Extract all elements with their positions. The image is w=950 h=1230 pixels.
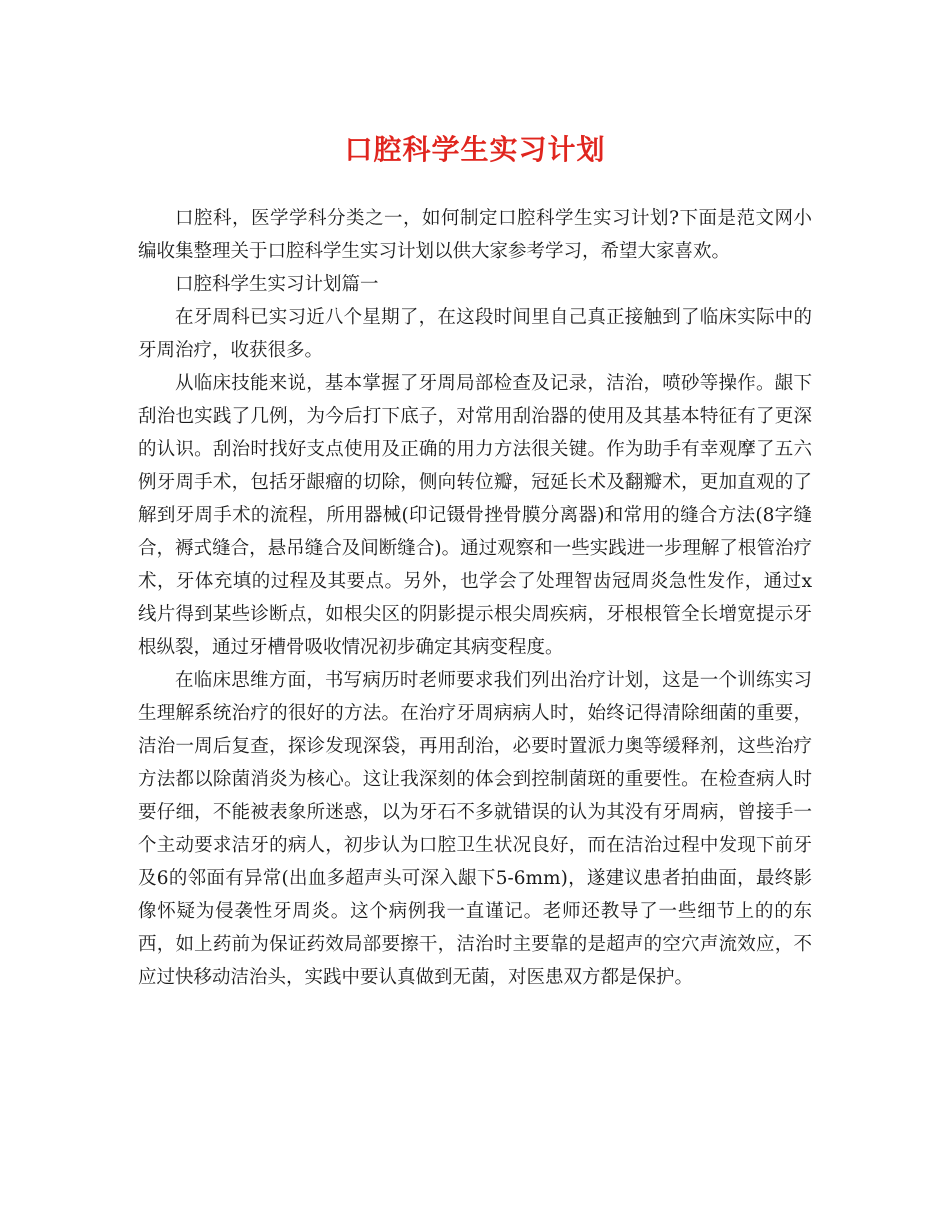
paragraph-clinical-skills: 从临床技能来说，基本掌握了牙周局部检查及记录，洁治，喷砂等操作。龈下刮治也实践了几例，为今后打下底子，对常用刮治器的使用及其基本特征有了更深的认识。刮治时找好支点使用及正确的用力方法很关键。作为助手有幸观摩了五六例牙周手术，包括牙龈瘤的切除，侧向转位瓣，冠延长术及翻瓣术，更加直观的了解到牙周手术的流程，所用器械(印记镊骨挫骨膜分离器)和常用的缝合方法(8字缝合，褥式缝合，悬吊缝合及间断缝合)。通过观察和一些实践进一步理解了根管治疗术，牙体充填的过程及其要点。另外，也学会了处理智齿冠周炎急性发作，通过x线片得到某些诊断点，如根尖区的阴影提示根尖周疾病，牙根根管全长增宽提示牙根纵裂，通过牙槽骨吸收情况初步确定其病变程度。 <box>138 373 812 658</box>
paragraph-overview: 在牙周科已实习近八个星期了，在这段时间里自己真正接触到了临床实际中的牙周治疗，收获很多。 <box>138 307 812 361</box>
page-title: 口腔科学生实习计划 <box>344 133 606 166</box>
paragraph-intro: 口腔科，医学学科分类之一，如何制定口腔科学生实习计划?下面是范文网小编收集整理关于口腔科学生实习计划以供大家参考学习，希望大家喜欢。 <box>138 208 812 262</box>
section-heading: 口腔科学生实习计划篇一 <box>175 274 379 295</box>
paragraph-clinical-thinking: 在临床思维方面，书写病历时老师要求我们列出治疗计划，这是一个训练实习生理解系统治疗的很好的方法。在治疗牙周病病人时，始终记得清除细菌的重要，洁治一周后复查，探诊发现深袋，再用刮治，必要时置派力奥等缓释剂，这些治疗方法都以除菌消炎为核心。这让我深刻的体会到控制菌斑的重要性。在检查病人时要仔细，不能被表象所迷惑，以为牙石不多就错误的认为其没有牙周病，曾接手一个主动要求洁牙的病人，初步认为口腔卫生状况良好，而在洁治过程中发现下前牙及6的邻面有异常(出血多超声头可深入龈下5-6mm)，遂建议患者拍曲面，最终影像怀疑为侵袭性牙周炎。这个病例我一直谨记。老师还教导了一些细节上的的东西，如上药前为保证药效局部要擦干，洁治时主要靠的是超声的空穴声流效应，不应过快移动洁治头，实践中要认真做到无菌，对医患双方都是保护。 <box>138 670 812 988</box>
